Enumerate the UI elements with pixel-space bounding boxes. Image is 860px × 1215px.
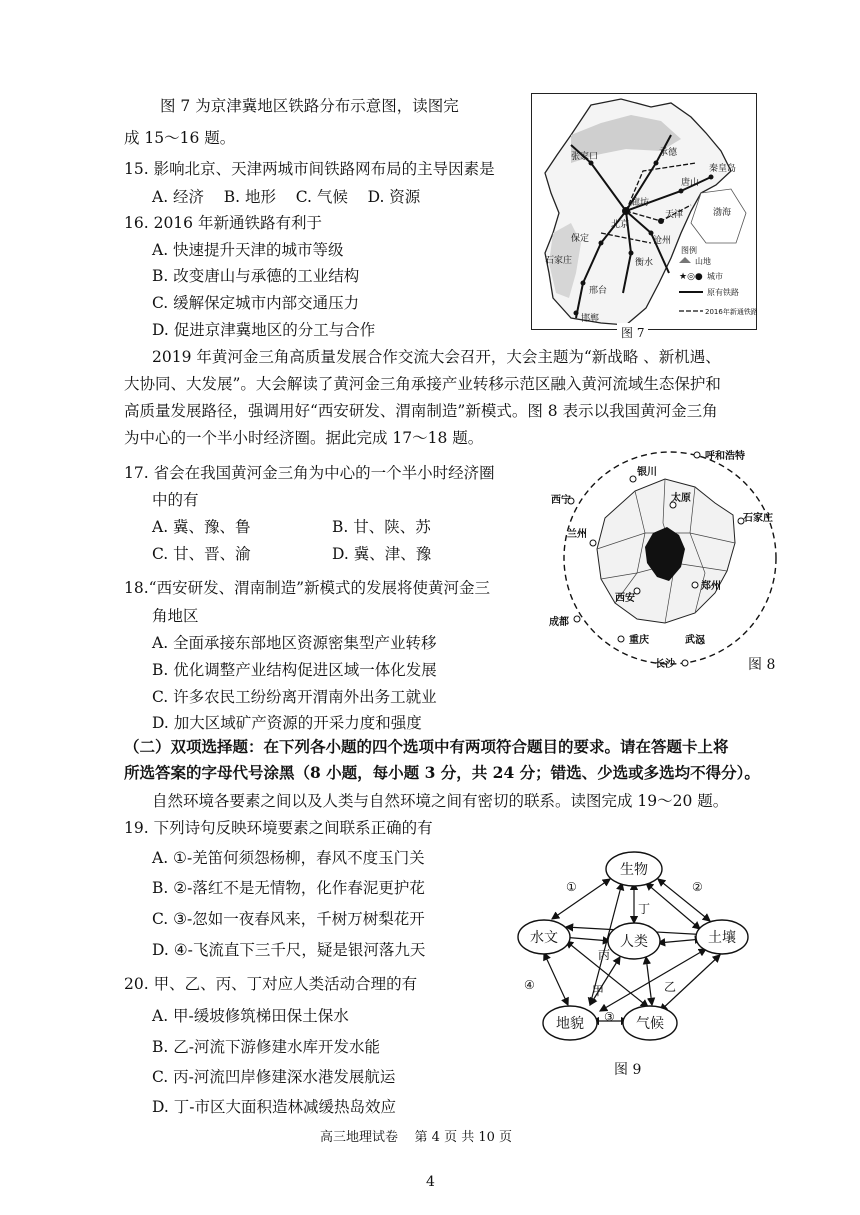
fig8-city-xining: 西宁 xyxy=(551,495,571,506)
fig7-legend-mountain: 山地 xyxy=(695,257,711,266)
fig7-city-langfang: 廊坊 xyxy=(631,198,650,208)
q19-option-b: B. ②-落红不是无情物，化作春泥更护花 xyxy=(152,879,425,897)
fig7-legend-city: 城市 xyxy=(707,272,723,281)
fig9-mark-1: ① xyxy=(566,880,577,894)
fig8-city-shijiazhuang: 石家庄 xyxy=(743,513,773,524)
fig9-mark-bing: 丙 xyxy=(598,948,611,962)
fig7-city-cangzhou: 沧州 xyxy=(653,236,672,246)
q19-option-d: D. ④-飞流直下三千尺，疑是银河落九天 xyxy=(152,941,426,959)
fig8-city-wuhan: 武汉 xyxy=(685,635,705,646)
q18-stem-1: 18.“西安研发、渭南制造”新模式的发展将使黄河金三 xyxy=(124,579,490,597)
fig9-mark-2: ② xyxy=(692,880,703,894)
page-footer: 高三地理试卷 第 4 页 共 10 页 xyxy=(320,1130,513,1145)
q18-option-a: A. 全面承接东部地区资源密集型产业转移 xyxy=(152,634,437,652)
fig9-mark-ding: 丁 xyxy=(638,902,651,916)
q16-option-a: A. 快速提升天津的城市等级 xyxy=(152,241,344,259)
fig7-city-qinhuangdao: 秦皇岛 xyxy=(709,164,737,174)
q18-option-d: D. 加大区域矿产资源的开采力度和强度 xyxy=(152,714,422,732)
fig8-city-zhengzhou: 郑州 xyxy=(701,581,721,592)
fig8-city-hohhot: 呼和浩特 xyxy=(705,451,745,462)
q17-stem-2: 中的有 xyxy=(152,491,199,509)
q20-stem: 20. 甲、乙、丙、丁对应人类活动合理的有 xyxy=(124,975,418,993)
fig7-city-xingtai: 邢台 xyxy=(589,286,608,296)
intro-19-20: 自然环境各要素之间以及人类与自然环境之间有密切的联系。读图完成 19～20 题。 xyxy=(152,792,729,810)
section2-line2: 所选答案的字母代号涂黑（8 小题，每小题 3 分，共 24 分；错选、少选或多选均不得分）。 xyxy=(124,763,760,782)
fig7-city-tianjin: 天津 xyxy=(665,210,684,220)
svg-text:★◎●: ★◎● xyxy=(679,272,703,282)
passage-line4: 为中心的一个半小时经济圈。据此完成 17～18 题。 xyxy=(124,429,484,447)
fig7-legend-old-rail: 原有铁路 xyxy=(707,288,739,297)
fig7-legend-title: 图例 xyxy=(681,246,697,255)
fig7-legend-new-rail: 2016年新通铁路 xyxy=(705,308,757,316)
q15-options: A. 经济 B. 地形 C. 气候 D. 资源 xyxy=(152,188,421,206)
figure-9-diagram xyxy=(510,845,760,1085)
q17-option-d: D. 冀、津、豫 xyxy=(332,545,432,563)
fig7-city-handan: 邯郸 xyxy=(581,314,600,324)
passage-line1: 2019 年黄河金三角高质量发展合作交流大会召开，大会主题为“新战略 、新机遇、 xyxy=(152,348,721,366)
fig8-city-chongqing: 重庆 xyxy=(629,635,649,646)
fig7-intro-line1: 图 7 为京津冀地区铁路分布示意图，读图完 xyxy=(160,97,459,115)
fig7-city-shijiazhuang: 石家庄 xyxy=(545,256,573,266)
fig9-mark-jia: 甲 xyxy=(592,984,605,998)
q19-option-a: A. ①-羌笛何须怨杨柳，春风不度玉门关 xyxy=(152,849,425,867)
fig7-caption: 图 7 xyxy=(617,323,648,343)
fig9-node-human: 人类 xyxy=(620,934,648,950)
fig9-node-landform: 地貌 xyxy=(556,1016,584,1032)
q18-stem-2: 角地区 xyxy=(152,607,199,625)
fig7-sea-bohai: 渤海 xyxy=(713,208,732,218)
section2-line1: （二）双项选择题：在下列各小题的四个选项中有两项符合题目的要求。请在答题卡上将 xyxy=(124,737,729,756)
q17-option-c: C. 甘、晋、渝 xyxy=(152,545,251,563)
q19-option-c: C. ③-忽如一夜春风来，千树万树梨花开 xyxy=(152,910,425,928)
fig7-city-beijing: 北京 xyxy=(611,220,630,230)
fig9-mark-yi: 乙 xyxy=(664,980,677,994)
q20-option-c: C. 丙-河流凹岸修建深水港发展航运 xyxy=(152,1068,396,1086)
figure-8-map xyxy=(545,443,795,683)
fig8-city-taiyuan: 太原 xyxy=(671,493,691,504)
q17-option-b: B. 甘、陕、苏 xyxy=(332,518,431,536)
page-number: 4 xyxy=(426,1174,435,1190)
fig7-city-hengshui: 衡水 xyxy=(635,258,654,268)
q17-option-a: A. 冀、豫、鲁 xyxy=(152,518,251,536)
fig9-node-climate: 气候 xyxy=(636,1016,664,1032)
q18-option-c: C. 许多农民工纷纷离开渭南外出务工就业 xyxy=(152,688,437,706)
q16-option-b: B. 改变唐山与承德的工业结构 xyxy=(152,267,360,285)
fig8-city-chengdu: 成都 xyxy=(549,617,569,628)
passage-line2: 大协同、大发展”。大会解读了黄河金三角承接产业转移示范区融入黄河流域生态保护和 xyxy=(124,375,721,393)
q18-option-b: B. 优化调整产业结构促进区域一体化发展 xyxy=(152,661,437,679)
fig9-caption: 图 9 xyxy=(614,1062,642,1078)
fig8-caption: 图 8 xyxy=(748,657,776,673)
fig8-city-xian: 西安 xyxy=(615,593,635,604)
fig7-city-zhangjiakou: 张家口 xyxy=(571,152,599,162)
fig9-node-biology: 生物 xyxy=(620,862,648,878)
passage-line3: 高质量发展路径，强调用好“西安研发、渭南制造”新模式。图 8 表示以我国黄河金三角 xyxy=(124,402,718,420)
q20-option-d: D. 丁-市区大面积造林减缓热岛效应 xyxy=(152,1098,396,1116)
fig7-city-tangshan: 唐山 xyxy=(681,178,700,188)
q16-option-d: D. 促进京津冀地区的分工与合作 xyxy=(152,321,376,339)
q19-stem: 19. 下列诗句反映环境要素之间联系正确的有 xyxy=(124,819,433,837)
fig7-intro-line2: 成 15～16 题。 xyxy=(124,129,236,147)
q17-stem-1: 17. 省会在我国黄河金三角为中心的一个半小时经济圈 xyxy=(124,464,495,482)
fig8-city-changsha: 长沙 xyxy=(655,659,675,670)
figure-7-map xyxy=(531,93,757,338)
q16-stem: 16. 2016 年新通铁路有利于 xyxy=(124,214,322,232)
fig9-mark-3: ③ xyxy=(604,1010,615,1024)
fig9-node-soil: 土壤 xyxy=(708,930,736,946)
fig8-city-yinchuan: 银川 xyxy=(637,467,657,478)
q16-option-c: C. 缓解保定城市内部交通压力 xyxy=(152,294,360,312)
q20-option-b: B. 乙-河流下游修建水库开发水能 xyxy=(152,1038,380,1056)
fig9-node-hydrology: 水文 xyxy=(530,930,558,946)
fig9-mark-4: ④ xyxy=(524,978,535,992)
fig7-city-chengde: 承德 xyxy=(659,148,678,158)
q15-stem: 15. 影响北京、天津两城市间铁路网布局的主导因素是 xyxy=(124,160,495,178)
fig8-city-lanzhou: 兰州 xyxy=(567,529,587,540)
q20-option-a: A. 甲-缓坡修筑梯田保土保水 xyxy=(152,1007,349,1025)
fig7-city-baoding: 保定 xyxy=(571,234,590,244)
